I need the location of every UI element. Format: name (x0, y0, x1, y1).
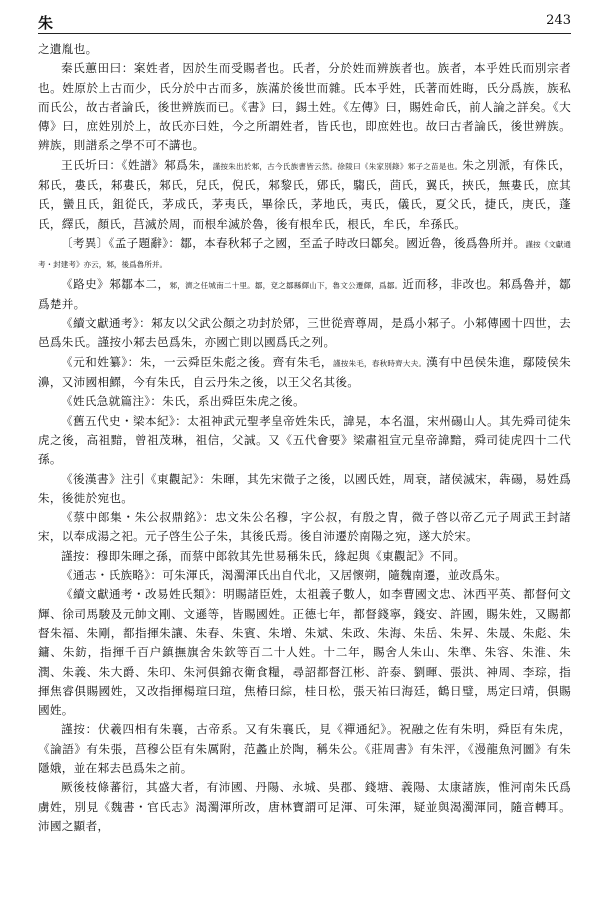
text-run: 之遺胤也。 (38, 42, 98, 56)
paragraph (38, 40, 571, 59)
text-run: 《後漢書》注引《東觀記》：朱暉，其先宋微子之後，以國氏姓，周衰，諸侯滅宋，犇碭，易姓爲朱，後徙於宛也。 (38, 471, 571, 505)
text-run: 朱之別派，有侏氏，邾氏，婁氏，邾婁氏，邾氏，兒氏，倪氏，邾黎氏，郳氏，騶氏，茴氏，翼氏，挾氏，無婁氏，庶其氏，蠻且氏，鉏從氏，茅成氏，茅夷氏，畢徐氏，茅地氏，夷氏，儀氏，夏父氏，捷氏，庚氏，蓬氏，繹氏，顏氏，莒滅於周，而根牟滅於魯，後有根牟氏，根氏，牟氏，牟孫氏。 (38, 157, 572, 231)
text-run: 《續文獻通考》：邾友以父武公顏之功封於郳，三世從齊尊周，是爲小邾子。小邾傳國十四世，去邑爲朱氏。謹按小邾去邑爲朱，亦國亡則以國爲氏之列。 (38, 316, 571, 350)
text-run: 《通志・氏族略》：可朱渾氏，渴濁渾氏出自代北，又居懷朔，隨魏南遷，並改爲朱。 (61, 568, 508, 583)
paragraph (38, 547, 571, 566)
paragraph (38, 275, 571, 315)
paragraph (38, 720, 571, 778)
page-number: 243 (546, 13, 571, 28)
text-run: 謹按：伏羲四相有朱襄，古帝系。又有朱襄氏，見《禪通紀》。祝融之佐有朱明，舜臣有朱虎，《論語》有朱張，莒穆公臣有朱厲附，范蠡止於陶，稱朱公。《莊周書》有朱泙，《漫龍魚河圖》有朱隱娥，並在邾去邑爲朱之前。 (38, 722, 571, 775)
text-run: 謹按：穆即朱暉之孫，而蔡中郎敘其先世易稱朱氏，緣起與《東觀記》不同。 (61, 548, 466, 563)
text-run: 近而移，非改也。邾爲魯并，鄒爲楚并。 (38, 276, 572, 311)
text-run: 《續文獻通考・改易姓氏類》：明賜諸臣姓，太祖義子數人，如李曹國文忠、沐西平英、都督何文輝、徐司馬駿及元帥文剛、文遜等，皆賜國姓。正德七年，都督錢寧，錢安、許國，賜朱姓，又賜都督朱福、朱剛，都指揮朱讓、朱春、朱賓、朱增、朱斌、朱政、朱海、朱岳、朱昇、朱晟、朱彪、朱鏞、朱鈁，指揮千百户鎮撫旗舍朱欽等百二十人姓。十二年，賜舍人朱山、朱準、朱容、朱淮、朱潤、朱義、朱大爵、朱印、朱河俱錦衣衛食糧，尋詔都督江彬、許泰、劉暉、張洪、神周、李琮，指揮焦睿俱賜國姓，又改指揮楊瑄曰瑄，焦椿曰綜，桂日松，張天祐曰海廷，鶴日璧，馬定曰靖，俱賜國姓。 (38, 587, 571, 718)
running-title: 朱 (38, 14, 54, 32)
header-rule (38, 33, 571, 34)
paragraph (38, 156, 571, 234)
text-run: 《蔡中郎集・朱公叔鼎銘》：忠文朱公名穆，字公叔，有殷之冑，微子啓以帝乙元子周武王封諸宋，以奉成湯之祀。元子啓生公子朱，其後氏焉。後自沛遷於南陽之宛，遂大於宋。 (38, 510, 571, 544)
paragraph (38, 234, 571, 275)
paragraph (38, 353, 571, 393)
paragraph (38, 314, 571, 353)
text-run: 厥後枝條蕃衍，其盛大者，有沛國、丹陽、永城、吳郡、錢塘、義陽、太康諸族，惟河南朱氏爲虜姓，別見《魏書・官氏志》渴濁渾所改，唐林寶謂可足渾、可朱渾，疑並與渴濁渾同，隨音轉耳。沛國之顯者， (38, 780, 571, 833)
text-run: 〔考異〕《孟子題辭》：鄒，本春秋邾子之國，至孟子時改曰鄒矣。國近魯，後爲魯所并。 (61, 235, 526, 250)
text-run: 《元和姓纂》：朱，一云舜臣朱彪之後。齊有朱毛， (61, 354, 333, 369)
page-header (38, 12, 571, 34)
paragraph (38, 508, 571, 547)
paragraph (38, 412, 571, 470)
text-run: 王氏圻曰：《姓譜》邾爲朱， (61, 157, 213, 172)
paragraph (38, 778, 571, 836)
text-run: 《路史》邾鄒本二， (61, 276, 170, 291)
inline-note: 謹按朱毛，春秋時齊大夫。 (332, 358, 427, 368)
text-run: 《舊五代史・梁本紀》：太祖神武元聖孝皇帝姓朱氏，諱晃，本名溫，宋州碭山人。其先舜司徒朱虎之後，高祖黯，曾祖茂琳，祖信，父誠。又《五代會要》梁肅祖宣元皇帝諱黯，舜司徒虎四十二代孫。 (38, 413, 571, 467)
inline-note: 謹按朱出於邾，古今氏族書皆云然。徐陵曰《朱家別錄》邾子之苗是也。 (212, 161, 463, 171)
inline-note: 邾，濟之任城南二十里。鄒，兗之鄒縣繹山下，魯文公遷繹，爲鄒。 (169, 280, 403, 290)
paragraph (38, 59, 571, 155)
paragraph (38, 392, 571, 411)
text-run: 秦氏蕙田曰：案姓者，因於生而受賜者也。氏者，分於姓而辨族者也。族者，本乎姓氏而別宗者也。姓原於上古而少，氏分於中古而多，族滿於後世而雜。氏本乎姓，氏著而姓晦，氏分爲族，族私而氏公，故古者論氏，後世辨族而已。《書》曰，錫土姓。《左傳》曰，賜姓命氏，前人論之詳矣。《大傳》曰，庶姓別於上，故氏亦曰姓，今之所謂姓者，皆氏也，即庶姓也。故曰古者論氏，後世辨族。辨族，則譜系之學不可不講也。 (38, 61, 571, 153)
text-run: 《姓氏急就篇注》：朱氏，系出舜臣朱虎之後。 (61, 394, 305, 409)
text-run: 漢有中邑侯朱進，鄢陵侯朱濞，又沛國相鰥，今有朱氏，自云丹朱之後，以王父名其後。 (38, 354, 571, 390)
paragraph (38, 470, 571, 509)
inline-note: 謹按《文獻通考・封建考》亦云，邾，後爲魯所并。 (38, 239, 571, 270)
paragraph (38, 585, 571, 720)
page-body (38, 40, 571, 836)
paragraph (38, 566, 571, 585)
